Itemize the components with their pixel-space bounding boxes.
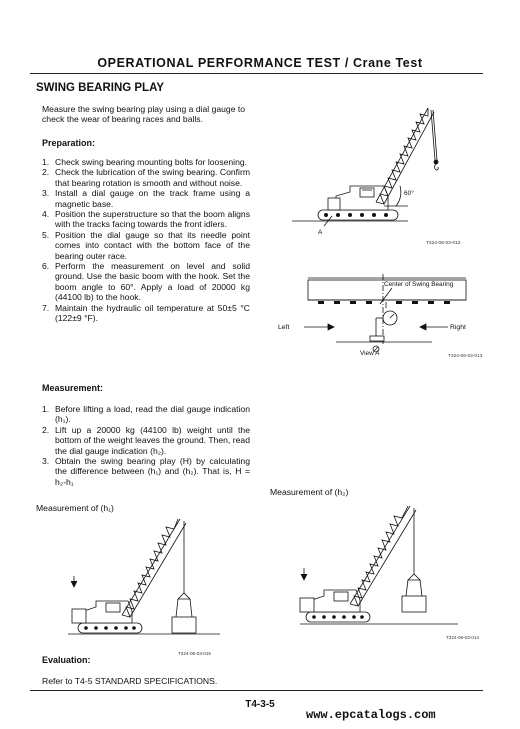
- page-number: T4-3-5: [245, 699, 275, 710]
- footer-rule: [30, 690, 483, 691]
- figure-label-h1: Measurement of (h₁): [36, 503, 114, 513]
- list-item: 2. Lift up a 20000 kg (44100 lb) weight until the bottom of the weight leaves the ground. Then, read the dial gauge indication (h₂).: [42, 424, 250, 456]
- list-item: 7. Maintain the hydraulic oil temperature at 50±5 °C (122±9 °F).: [42, 302, 250, 324]
- list-item: 1. Check swing bearing mounting bolts for loosening.: [42, 157, 248, 167]
- figure-caption: T324-06-03-015: [178, 651, 211, 656]
- intro-paragraph: Measure the swing bearing play using a dial gauge to check the wear of bearing races and balls.: [42, 104, 246, 125]
- point-a-label: A: [318, 229, 323, 236]
- figure-caption: T324-06-03-014: [446, 635, 479, 640]
- left-label: Left: [278, 324, 290, 331]
- watermark: www.epcatalogs.com: [306, 708, 436, 722]
- list-item: 5. Position the dial gauge so that its needle point comes into contact with the bottom face of the bearing outer race.: [42, 229, 250, 261]
- view-a-detail-figure: [276, 272, 488, 364]
- list-item: 2. Check the lubrication of the swing bearing. Confirm that bearing rotation is smooth and without noise.: [42, 167, 250, 188]
- page-title: OPERATIONAL PERFORMANCE TEST / Crane Test: [97, 56, 423, 70]
- figure-label-h2: Measurement of (h₂): [270, 487, 349, 497]
- header-rule: [30, 73, 483, 74]
- angle-label: 60°: [404, 190, 414, 197]
- list-item: 6. Perform the measurement on level and solid ground. Use the basic boom with the hook. Set the boom angle to 60°. Apply a load of 20000 kg (44100 lb) to the hook.: [42, 261, 250, 303]
- preparation-list: [42, 157, 250, 324]
- view-a-label: View A: [360, 350, 380, 357]
- right-label: Right: [450, 324, 466, 331]
- measurement-heading: Measurement:: [42, 383, 104, 393]
- list-item: 1. Before lifting a load, read the dial gauge indication (h₁).: [42, 404, 250, 425]
- list-item: 4. Position the superstructure so that the boom aligns with the tracks facing towards the front idlers.: [42, 209, 250, 230]
- center-label: Center of Swing Bearing: [384, 281, 454, 288]
- section-title: SWING BEARING PLAY: [36, 82, 165, 94]
- evaluation-text: Refer to T4-5 STANDARD SPECIFICATIONS.: [42, 676, 218, 686]
- list-item: 3. Obtain the swing bearing play (H) by calculating the difference between (h₁) and (h₂). That is, H = h₂-h₁: [42, 456, 250, 487]
- preparation-heading: Preparation:: [42, 138, 96, 148]
- crane-side-view-figure: [288, 100, 488, 250]
- measurement-list: [42, 404, 250, 487]
- evaluation-heading: Evaluation:: [42, 655, 91, 665]
- crane-load-lifted-figure: [298, 500, 498, 642]
- list-item: 3. Install a dial gauge on the track frame using a magnetic base.: [42, 188, 250, 209]
- figure-caption: T324-06-03-012: [426, 241, 461, 246]
- figure-caption: T324-06-03-013: [448, 354, 483, 359]
- crane-load-grounded-figure: [66, 515, 266, 657]
